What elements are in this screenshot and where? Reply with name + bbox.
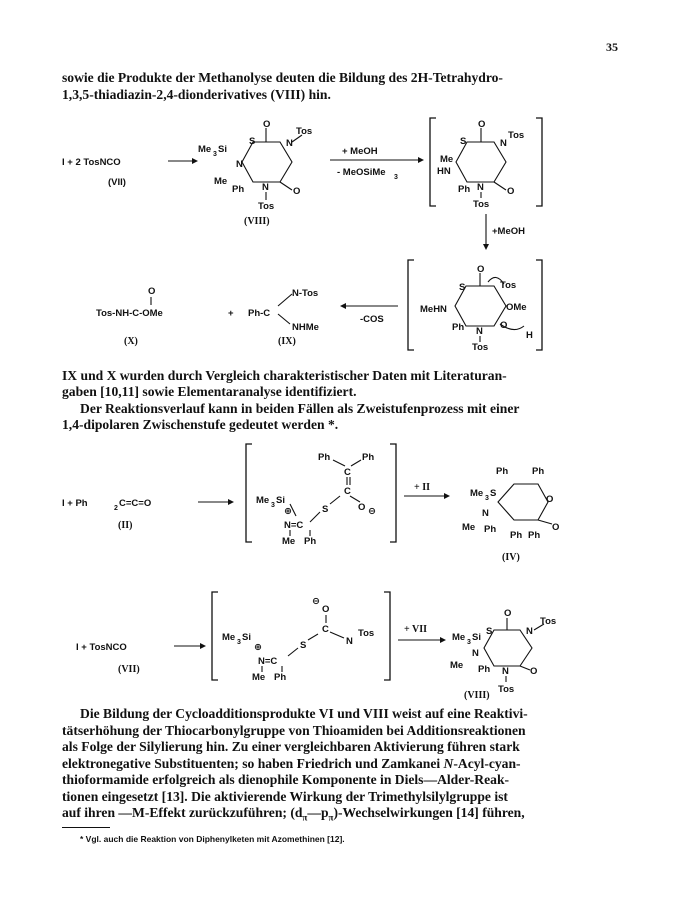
svg-text:Ph: Ph bbox=[452, 322, 465, 333]
svg-text:C: C bbox=[344, 486, 351, 497]
reactant-text: I + Ph bbox=[62, 498, 88, 509]
zwitterion-ii bbox=[246, 444, 396, 547]
svg-text:Ph: Ph bbox=[362, 452, 375, 463]
plus-sign: + bbox=[228, 308, 234, 319]
svg-text:Tos: Tos bbox=[540, 616, 557, 627]
svg-text:Tos: Tos bbox=[508, 130, 525, 141]
svg-text:O: O bbox=[530, 666, 538, 677]
paragraph-line: Der Reaktionsverlauf kann in beiden Fällen als Zweistufenprozess mit einer bbox=[80, 401, 520, 416]
svg-text:HN: HN bbox=[437, 166, 451, 177]
compound-ix: Ph-C bbox=[248, 308, 271, 319]
svg-text:N: N bbox=[500, 138, 507, 149]
svg-text:Me: Me bbox=[440, 154, 454, 165]
paragraph-line: thioformamide erfolgreich als dienophile Komponente in Diels—Alder-Reak- bbox=[62, 772, 510, 787]
svg-text:Tos: Tos bbox=[498, 684, 515, 695]
svg-text:2: 2 bbox=[114, 505, 118, 512]
arrowhead bbox=[444, 493, 450, 499]
compound-x: Tos-NH-C-OMe bbox=[96, 308, 163, 319]
svg-text:O: O bbox=[478, 119, 486, 130]
svg-text:MeHN: MeHN bbox=[420, 304, 447, 315]
svg-text:Tos: Tos bbox=[358, 628, 375, 639]
svg-text:3: 3 bbox=[237, 639, 241, 646]
svg-text:S: S bbox=[300, 640, 307, 651]
arrow-label: -COS bbox=[360, 314, 384, 325]
svg-text:N: N bbox=[346, 636, 353, 647]
x-oxygen: O bbox=[148, 286, 156, 297]
paragraph-line: tionen eingesetzt [13]. Die aktivierende Wirkung der Trimethylsilylgruppe ist bbox=[62, 789, 508, 804]
scheme-2 bbox=[0, 440, 680, 580]
arrowhead bbox=[340, 303, 346, 309]
svg-text:3: 3 bbox=[271, 502, 275, 509]
svg-text:Me: Me bbox=[256, 495, 270, 506]
svg-text:O: O bbox=[358, 502, 366, 513]
svg-text:Ph: Ph bbox=[274, 672, 287, 683]
reactant-text: I + 2 TosNCO bbox=[62, 157, 121, 168]
reactant-text: I + TosNCO bbox=[76, 642, 127, 653]
arrow-label: + II bbox=[414, 482, 430, 493]
svg-text:Me: Me bbox=[214, 176, 228, 187]
structure-viii-2 bbox=[450, 608, 556, 695]
arrowhead bbox=[418, 157, 424, 163]
svg-text:O: O bbox=[293, 186, 301, 197]
structure-viii bbox=[198, 119, 312, 212]
svg-text:Ph: Ph bbox=[484, 524, 497, 535]
svg-text:Ph: Ph bbox=[304, 536, 317, 547]
svg-text:Si: Si bbox=[242, 632, 251, 643]
intermediate-1 bbox=[430, 118, 542, 210]
svg-text:S: S bbox=[460, 136, 467, 147]
svg-text:Si: Si bbox=[218, 144, 227, 155]
svg-text:S: S bbox=[486, 626, 493, 637]
paragraph-line: Die Bildung der Cycloadditionsprodukte VI und VIII weist auf eine Reaktivi- bbox=[80, 706, 528, 721]
svg-text:S: S bbox=[490, 488, 497, 499]
paragraph-line: 1,4-dipolaren Zwischenstufe gedeutet werden *. bbox=[62, 417, 339, 432]
svg-text:3: 3 bbox=[213, 151, 217, 158]
paragraph-line: gaben [10,11] sowie Elementaranalyse identifiziert. bbox=[62, 384, 357, 399]
svg-text:O: O bbox=[552, 522, 560, 533]
arrowhead bbox=[483, 244, 489, 250]
zwitterion-vii bbox=[212, 592, 390, 683]
svg-text:O: O bbox=[322, 604, 330, 615]
svg-text:Ph: Ph bbox=[458, 184, 471, 195]
svg-text:N: N bbox=[472, 648, 479, 659]
svg-text:Tos: Tos bbox=[473, 199, 490, 210]
svg-text:Me: Me bbox=[222, 632, 236, 643]
paragraph-line: sowie die Produkte der Methanolyse deuten die Bildung des 2H-Tetrahydro- bbox=[62, 70, 503, 85]
paragraph-line: als Folge der Silylierung hin. Zu einer vergleichbaren Aktivierung führen stark bbox=[62, 739, 520, 754]
structure-iv bbox=[462, 466, 559, 541]
svg-text:N: N bbox=[482, 508, 489, 519]
svg-text:Me: Me bbox=[452, 632, 466, 643]
svg-text:O: O bbox=[477, 264, 485, 275]
arrow-label: - MeOSiMe bbox=[337, 167, 386, 178]
compound-label: (VII) bbox=[108, 177, 126, 188]
paragraph-line: 1,3,5-thiadiazin-2,4-dionderivatives (VIII) hin. bbox=[62, 87, 331, 102]
compound-label: (VIII) bbox=[244, 216, 270, 227]
svg-text:OMe: OMe bbox=[506, 302, 527, 313]
svg-text:Ph: Ph bbox=[532, 466, 545, 477]
svg-text:Tos: Tos bbox=[500, 280, 517, 291]
svg-text:Me: Me bbox=[450, 660, 464, 671]
svg-text:O: O bbox=[263, 119, 271, 130]
svg-text:N: N bbox=[286, 138, 293, 149]
footnote-rule bbox=[62, 827, 110, 828]
svg-text:C: C bbox=[344, 467, 351, 478]
svg-text:NHMe: NHMe bbox=[292, 322, 319, 333]
svg-text:S: S bbox=[322, 504, 329, 515]
svg-text:Ph: Ph bbox=[318, 452, 331, 463]
svg-text:3: 3 bbox=[467, 639, 471, 646]
svg-text:Me: Me bbox=[462, 522, 476, 533]
svg-text:N: N bbox=[476, 326, 483, 337]
compound-label: (IX) bbox=[278, 336, 296, 347]
svg-text:S: S bbox=[459, 282, 466, 293]
svg-text:Ph: Ph bbox=[528, 530, 541, 541]
svg-text:3: 3 bbox=[394, 174, 398, 181]
footnote: * Vgl. auch die Reaktion von Diphenylketen mit Azomethinen [12]. bbox=[80, 834, 345, 844]
svg-text:Ph: Ph bbox=[232, 184, 245, 195]
svg-text:⊖: ⊖ bbox=[368, 506, 376, 517]
arrowhead bbox=[440, 637, 446, 643]
compound-label: (VIII) bbox=[464, 690, 490, 701]
scheme-1 bbox=[0, 110, 680, 368]
svg-text:Ph: Ph bbox=[496, 466, 509, 477]
compound-label: (VII) bbox=[118, 664, 140, 675]
page-number: 35 bbox=[606, 40, 618, 54]
svg-text:N=C: N=C bbox=[258, 656, 278, 667]
svg-text:⊖: ⊖ bbox=[312, 596, 320, 607]
arrowhead bbox=[200, 643, 206, 649]
svg-text:N: N bbox=[236, 159, 243, 170]
svg-text:⊕: ⊕ bbox=[254, 642, 262, 653]
compound-label: (II) bbox=[118, 520, 133, 531]
compound-label: (X) bbox=[124, 336, 138, 347]
svg-text:Me: Me bbox=[198, 144, 212, 155]
arrow-label: +MeOH bbox=[492, 226, 525, 237]
svg-text:O: O bbox=[507, 186, 515, 197]
svg-text:Si: Si bbox=[276, 495, 285, 506]
svg-text:3: 3 bbox=[485, 495, 489, 502]
paragraph-line: auf ihren —M-Effekt zurückzuführen; $(d_\pi—p_\pi)$-Wechselwirkungen [14] führen, bbox=[62, 805, 525, 823]
arrow-label: + VII bbox=[404, 624, 428, 635]
svg-text:N: N bbox=[477, 182, 484, 193]
svg-text:Ph: Ph bbox=[510, 530, 523, 541]
svg-text:Tos: Tos bbox=[296, 126, 313, 137]
svg-text:N=C: N=C bbox=[284, 520, 304, 531]
svg-text:N: N bbox=[262, 182, 269, 193]
svg-text:Ph: Ph bbox=[478, 664, 491, 675]
svg-text:C=C=O: C=C=O bbox=[119, 498, 152, 509]
paragraph-line: IX und X wurden durch Vergleich charakteristischer Daten mit Literaturan- bbox=[62, 368, 507, 383]
paragraph-line: tätserhöhung der Thiocarbonylgruppe von Thioamiden bei Additionsreaktionen bbox=[62, 723, 526, 738]
svg-text:N: N bbox=[502, 666, 509, 677]
svg-text:N-Tos: N-Tos bbox=[292, 288, 319, 299]
svg-text:C: C bbox=[322, 624, 329, 635]
paragraph-line: elektronegative Substituenten; so haben Friedrich und Zamkanei N-Acyl-cyan- bbox=[62, 756, 521, 771]
svg-text:O: O bbox=[500, 320, 508, 331]
scheme-3 bbox=[0, 588, 680, 698]
svg-text:N: N bbox=[526, 626, 533, 637]
svg-text:Tos: Tos bbox=[472, 342, 489, 353]
svg-text:Si: Si bbox=[472, 632, 481, 643]
compound-label: (IV) bbox=[502, 552, 520, 563]
arrowhead bbox=[192, 158, 198, 164]
svg-text:H: H bbox=[526, 330, 533, 341]
svg-text:⊕: ⊕ bbox=[284, 506, 292, 517]
svg-text:Me: Me bbox=[470, 488, 484, 499]
intermediate-2 bbox=[408, 260, 542, 353]
svg-text:S: S bbox=[249, 136, 256, 147]
arrowhead bbox=[228, 499, 234, 505]
svg-text:O: O bbox=[504, 608, 512, 619]
arrow-label: + MeOH bbox=[342, 146, 378, 157]
svg-text:O: O bbox=[546, 494, 554, 505]
svg-text:Me: Me bbox=[252, 672, 266, 683]
svg-text:Tos: Tos bbox=[258, 201, 275, 212]
svg-text:Me: Me bbox=[282, 536, 296, 547]
